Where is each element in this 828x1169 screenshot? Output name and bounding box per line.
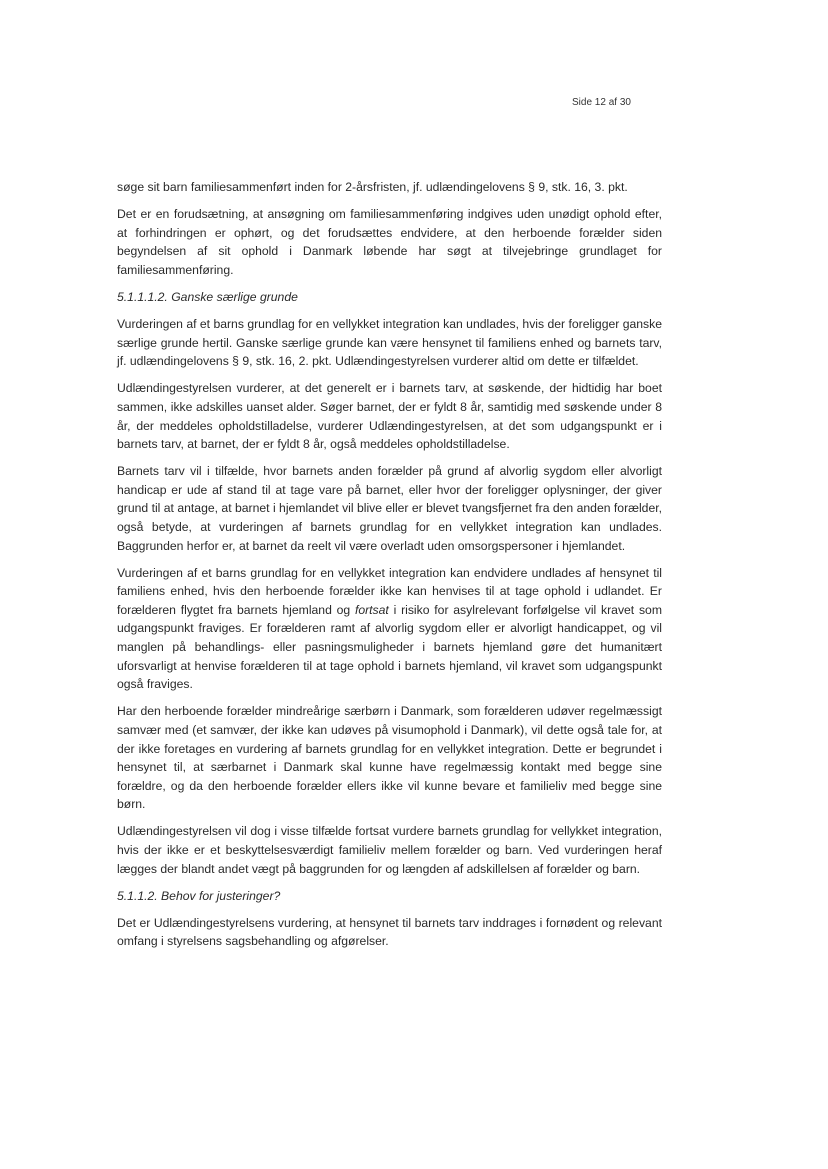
section-heading: 5.1.1.1.2. Ganske særlige grunde	[117, 289, 298, 304]
paragraph-text: i risiko for asylrelevant forfølgelse vil kravet som udgangspunkt fraviges. Er forælderen ramt af alvorlig sygdom eller er alvorligt handicappet, og vil manglen på behandlings- eller pasningsmuligheder i barnets hjemland gøre det humanitært uforsvarligt at henvise forælderen til at tage ophold i barnets hjemland, vil kravet som udgangspunkt også fraviges.	[117, 602, 662, 692]
document-body	[117, 178, 662, 959]
paragraph: søge sit barn familiesammenført inden for 2-årsfristen, jf. udlændingelovens § 9, stk. 16, 3. pkt.	[117, 180, 628, 194]
page-number: Side 12 af 30	[572, 97, 631, 108]
paragraph: Udlændingestyrelsen vurderer, at det generelt er i barnets tarv, at søskende, der hidtidig har boet sammen, ikke adskilles uanset alder. Søger barnet, der er fyldt 8 år, samtidig med søskende under 8 år, der meddeles opholdstilladelse, vurderer Udlændingestyrelsen, at det som udgangspunkt er i barnets tarv, at barnet, der er fyldt 8 år, også meddeles opholdstilladelse.	[117, 381, 662, 452]
emphasis-text: fortsat	[354, 602, 389, 617]
paragraph: Det er en forudsætning, at ansøgning om familiesammenføring indgives uden unødigt ophold efter, at forhindringen er ophørt, og det forudsættes endvidere, at den herboende forælder siden begyndelsen af sit ophold i Danmark løbende har søgt at tilvejebringe grundlaget for familiesammenføring.	[117, 207, 662, 277]
paragraph: Udlændingestyrelsen vil dog i visse tilfælde fortsat vurdere barnets grundlag for vellykket integration, hvis der ikke er et beskyttelsesværdigt familieliv mellem forælder og barn. Ved vurderingen heraf lægges der blandt andet vægt på baggrunden for og længden af adskillelsen af forælder og barn.	[117, 824, 662, 876]
paragraph: Barnets tarv vil i tilfælde, hvor barnets anden forælder på grund af alvorlig sygdom eller alvorligt handicap er ude af stand til at tage vare på barnet, eller hvor der foreligger oplysninger, der giver grund til at antage, at barnet i hjemlandet vil blive eller er blevet tvangsfjernet fra den anden forælder, også betyde, at vurderingen af barnets grundlag for en vellykket integration kan undlades. Baggrunden herfor er, at barnet da reelt vil være overladt uden omsorgspersoner i hjemlandet.	[117, 464, 662, 553]
paragraph: Har den herboende forælder mindreårige særbørn i Danmark, som forælderen udøver regelmæssigt samvær med (et samvær, der ikke kan udøves på visumophold i Danmark), vil dette også tale for, at der ikke foretages en vurdering af barnets grundlag for en vellykket integration. Dette er begrundet i hensynet til, at særbarnet i Danmark skal kunne have regelmæssig kontakt med begge sine forældre, og da den herboende forælder ellers ikke vil kunne bevare et familieliv med begge sine børn.	[117, 704, 662, 812]
paragraph: Det er Udlændingestyrelsens vurdering, at hensynet til barnets tarv inddrages i fornødent og relevant omfang i styrelsens sagsbehandling og afgørelser.	[117, 915, 662, 949]
paragraph-text: Vurderingen af et barns grundlag for en vellykket integration kan endvidere undlades af hensynet til familiens enhed, hvis den herboende forælder ikke kan henvises til at tage ophold i udlandet. Er forælderen flygtet fra barnets hjemland og	[117, 565, 662, 617]
section-heading: 5.1.1.2. Behov for justeringer?	[117, 888, 281, 903]
paragraph	[117, 564, 662, 694]
paragraph: Vurderingen af et barns grundlag for en vellykket integration kan undlades, hvis der foreligger ganske særlige grunde hertil. Ganske særlige grunde kan være hensynet til familiens enhed og barnets tarv, jf. udlændingelovens § 9, stk. 16, 2. pkt. Udlændingestyrelsen vurderer altid om dette er tilfældet.	[117, 317, 662, 369]
